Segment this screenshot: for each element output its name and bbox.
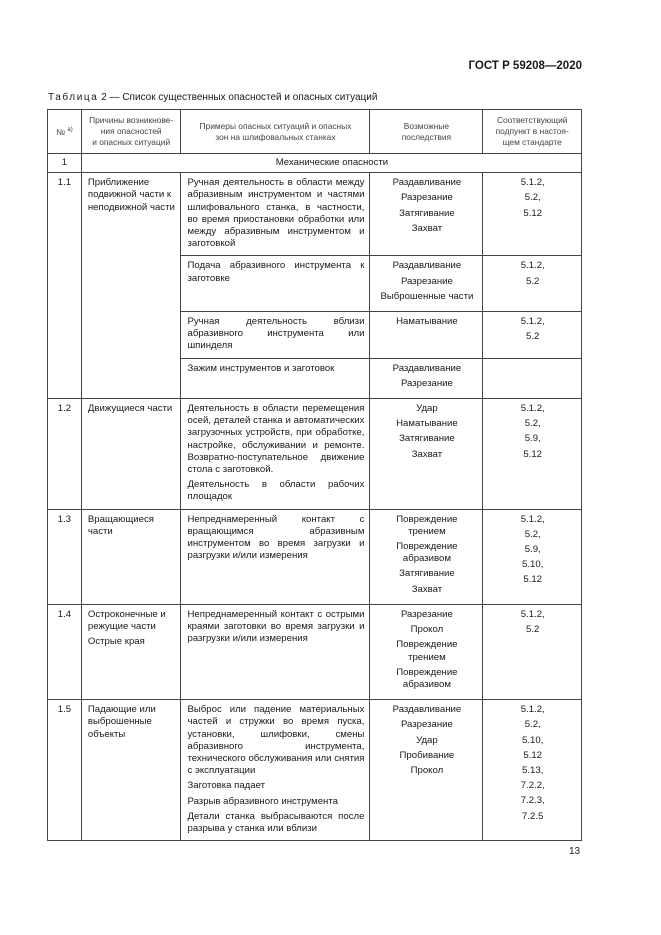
row-cause: Падающие или выброшенные объекты bbox=[81, 700, 181, 841]
subclause: 5.1.2, bbox=[520, 608, 545, 620]
subclause: 7.2.3, bbox=[520, 795, 545, 807]
row-consequences bbox=[370, 312, 483, 359]
standard-number: ГОСТ Р 59208—2020 bbox=[468, 60, 582, 72]
subclause: 5.9, bbox=[524, 544, 541, 556]
row-example bbox=[181, 399, 370, 510]
row-consequences bbox=[370, 173, 483, 256]
col-examples: Примеры опасных ситуаций и опасных зон на шлифовальных станках bbox=[181, 110, 370, 154]
row-num: 1.1 bbox=[48, 173, 82, 399]
consequence: Разрезание bbox=[400, 192, 453, 204]
caption-text: 2 — Список существенных опасностей и опасных ситуаций bbox=[101, 92, 378, 103]
consequence: Разрезание bbox=[400, 608, 453, 620]
subclause: 5.12 bbox=[523, 574, 543, 586]
consequence: Захват bbox=[411, 448, 443, 460]
table-row bbox=[48, 604, 582, 699]
page-number: 13 bbox=[569, 846, 581, 857]
consequence: Раздавливание bbox=[392, 362, 462, 374]
table-row bbox=[48, 173, 582, 256]
consequence: Захват bbox=[411, 583, 443, 595]
row-consequences bbox=[370, 700, 483, 841]
section-row bbox=[48, 154, 582, 173]
subclause: 5.2, bbox=[524, 528, 541, 540]
subclause: 5.12 bbox=[523, 448, 543, 460]
subclause: 5.13, bbox=[522, 764, 544, 776]
cause-text: Остроконечные и режущие части bbox=[87, 608, 166, 633]
example-text: Разрыв абразивного инструмента bbox=[187, 795, 338, 807]
subclause: 5.10, bbox=[522, 734, 544, 746]
table-row bbox=[48, 399, 582, 510]
consequence: Удар bbox=[416, 403, 438, 415]
row-consequences bbox=[370, 604, 483, 699]
consequence: Разрезание bbox=[400, 719, 453, 731]
subclause: 7.2.5 bbox=[522, 810, 544, 822]
subclause: 5.1.2, bbox=[520, 177, 545, 189]
row-example: Зажим инструментов и заготовок bbox=[181, 358, 370, 398]
row-consequences bbox=[370, 256, 483, 312]
table-caption bbox=[48, 92, 377, 103]
consequence: Удар bbox=[416, 734, 438, 746]
consequence: Повреждение абразивом bbox=[396, 541, 458, 565]
example-text: Деятельность в области рабочих площадок bbox=[187, 479, 365, 503]
consequence: Раздавливание bbox=[392, 260, 462, 272]
col-num: № $^{а)}$ bbox=[48, 110, 82, 154]
consequence: Наматывание bbox=[396, 316, 458, 328]
col-causes: Причины возникнове- ния опасностей и опасных ситуаций bbox=[81, 110, 181, 154]
subclause: 5.10, bbox=[522, 559, 544, 571]
section-title: Механические опасности bbox=[81, 154, 581, 173]
row-example: Непреднамеренный контакт с острыми краями заготовки во время загрузки и разгрузки и/или измерения bbox=[181, 604, 370, 699]
header-row bbox=[48, 110, 582, 154]
row-cause: Вращающиеся части bbox=[81, 509, 181, 604]
hazards-table bbox=[47, 109, 582, 841]
subclause: 5.9, bbox=[524, 433, 541, 445]
consequence: Повреждение трением bbox=[396, 639, 458, 663]
example-text: Детали станка выбрасываются после разрыва у станка или вблизи bbox=[187, 810, 365, 834]
example-text: Выброс или падение материальных частей и стружки во время пуска, установки, шлифовки, смены абразивного инструмента, технического обслуживания или снятия с эксплуатации bbox=[187, 704, 365, 777]
row-subclauses bbox=[483, 173, 582, 256]
table-row bbox=[48, 509, 582, 604]
subclause: 5.1.2, bbox=[520, 316, 545, 328]
row-num: 1.5 bbox=[48, 700, 82, 841]
row-subclauses bbox=[483, 700, 582, 841]
consequence: Пробивание bbox=[399, 749, 455, 761]
row-subclauses bbox=[483, 256, 582, 312]
row-subclauses bbox=[483, 358, 582, 398]
subclause: 5.1.2, bbox=[520, 513, 545, 525]
row-cause bbox=[81, 604, 181, 699]
subclause: 5.2 bbox=[526, 275, 540, 287]
consequence: Захват bbox=[411, 222, 443, 234]
cause-text: Острые края bbox=[87, 636, 145, 648]
row-num: 1.2 bbox=[48, 399, 82, 510]
row-num: 1.3 bbox=[48, 509, 82, 604]
subclause: 7.2.2, bbox=[520, 780, 545, 792]
consequence: Прокол bbox=[410, 624, 444, 636]
row-consequences bbox=[370, 358, 483, 398]
row-consequences bbox=[370, 399, 483, 510]
consequence: Прокол bbox=[410, 764, 444, 776]
col-consequences: Возможные последствия bbox=[370, 110, 483, 154]
subclause: 5.1.2, bbox=[520, 260, 545, 272]
consequence: Раздавливание bbox=[392, 177, 462, 189]
subclause: 5.2, bbox=[524, 192, 541, 204]
subclause: 5.2 bbox=[526, 624, 540, 636]
row-subclauses bbox=[483, 604, 582, 699]
subclause: 5.1.2, bbox=[520, 403, 545, 415]
consequence: Разрезание bbox=[400, 377, 453, 389]
consequence: Повреждение трением bbox=[396, 513, 458, 537]
row-example bbox=[181, 700, 370, 841]
consequence: Наматывание bbox=[396, 418, 458, 430]
consequence: Повреждение абразивом bbox=[396, 666, 458, 690]
row-example: Ручная деятельность в области между абразивным инструментом и частями шлифовального станка, в частности, во время приостановки обработки или между абразивным инструментом и заготовкой bbox=[181, 173, 370, 256]
subclause: 5.12 bbox=[523, 749, 543, 761]
consequence: Затягивание bbox=[399, 568, 455, 580]
example-text: Заготовка падает bbox=[187, 780, 266, 792]
row-consequences bbox=[370, 509, 483, 604]
col-subclause: Соответствующий подпункт в настоя- щем стандарте bbox=[483, 110, 582, 154]
row-example: Ручная деятельность вблизи абразивного инструмента или шпинделя bbox=[181, 312, 370, 359]
row-cause: Движущиеся части bbox=[81, 399, 181, 510]
caption-label: Таблица bbox=[48, 92, 99, 103]
row-example: Подача абразивного инструмента к заготовке bbox=[181, 256, 370, 312]
subclause: 5.2, bbox=[524, 719, 541, 731]
consequence: Раздавливание bbox=[392, 704, 462, 716]
section-num: 1 bbox=[48, 154, 82, 173]
row-subclauses bbox=[483, 312, 582, 359]
row-subclauses bbox=[483, 399, 582, 510]
example-text: Деятельность в области перемещения осей, деталей станка и автоматических загрузочных устройств, при обработке, настройке, обслуживании и ремонте. Возвратно-поступательное движение стола с заготовкой. bbox=[187, 403, 365, 476]
row-cause: Приближение подвижной части к неподвижной части bbox=[81, 173, 181, 399]
row-subclauses bbox=[483, 509, 582, 604]
subclause: 5.1.2, bbox=[520, 704, 545, 716]
table-row bbox=[48, 700, 582, 841]
row-example: Непреднамеренный контакт с вращающимся абразивным инструментом во время загрузки и разгрузки и/или измерения bbox=[181, 509, 370, 604]
consequence: Выброшенные части bbox=[380, 290, 474, 302]
subclause: 5.2, bbox=[524, 418, 541, 430]
consequence: Затягивание bbox=[399, 433, 455, 445]
subclause: 5.12 bbox=[523, 207, 543, 219]
subclause: 5.2 bbox=[526, 331, 540, 343]
consequence: Затягивание bbox=[399, 207, 455, 219]
consequence: Разрезание bbox=[400, 275, 453, 287]
row-num: 1.4 bbox=[48, 604, 82, 699]
